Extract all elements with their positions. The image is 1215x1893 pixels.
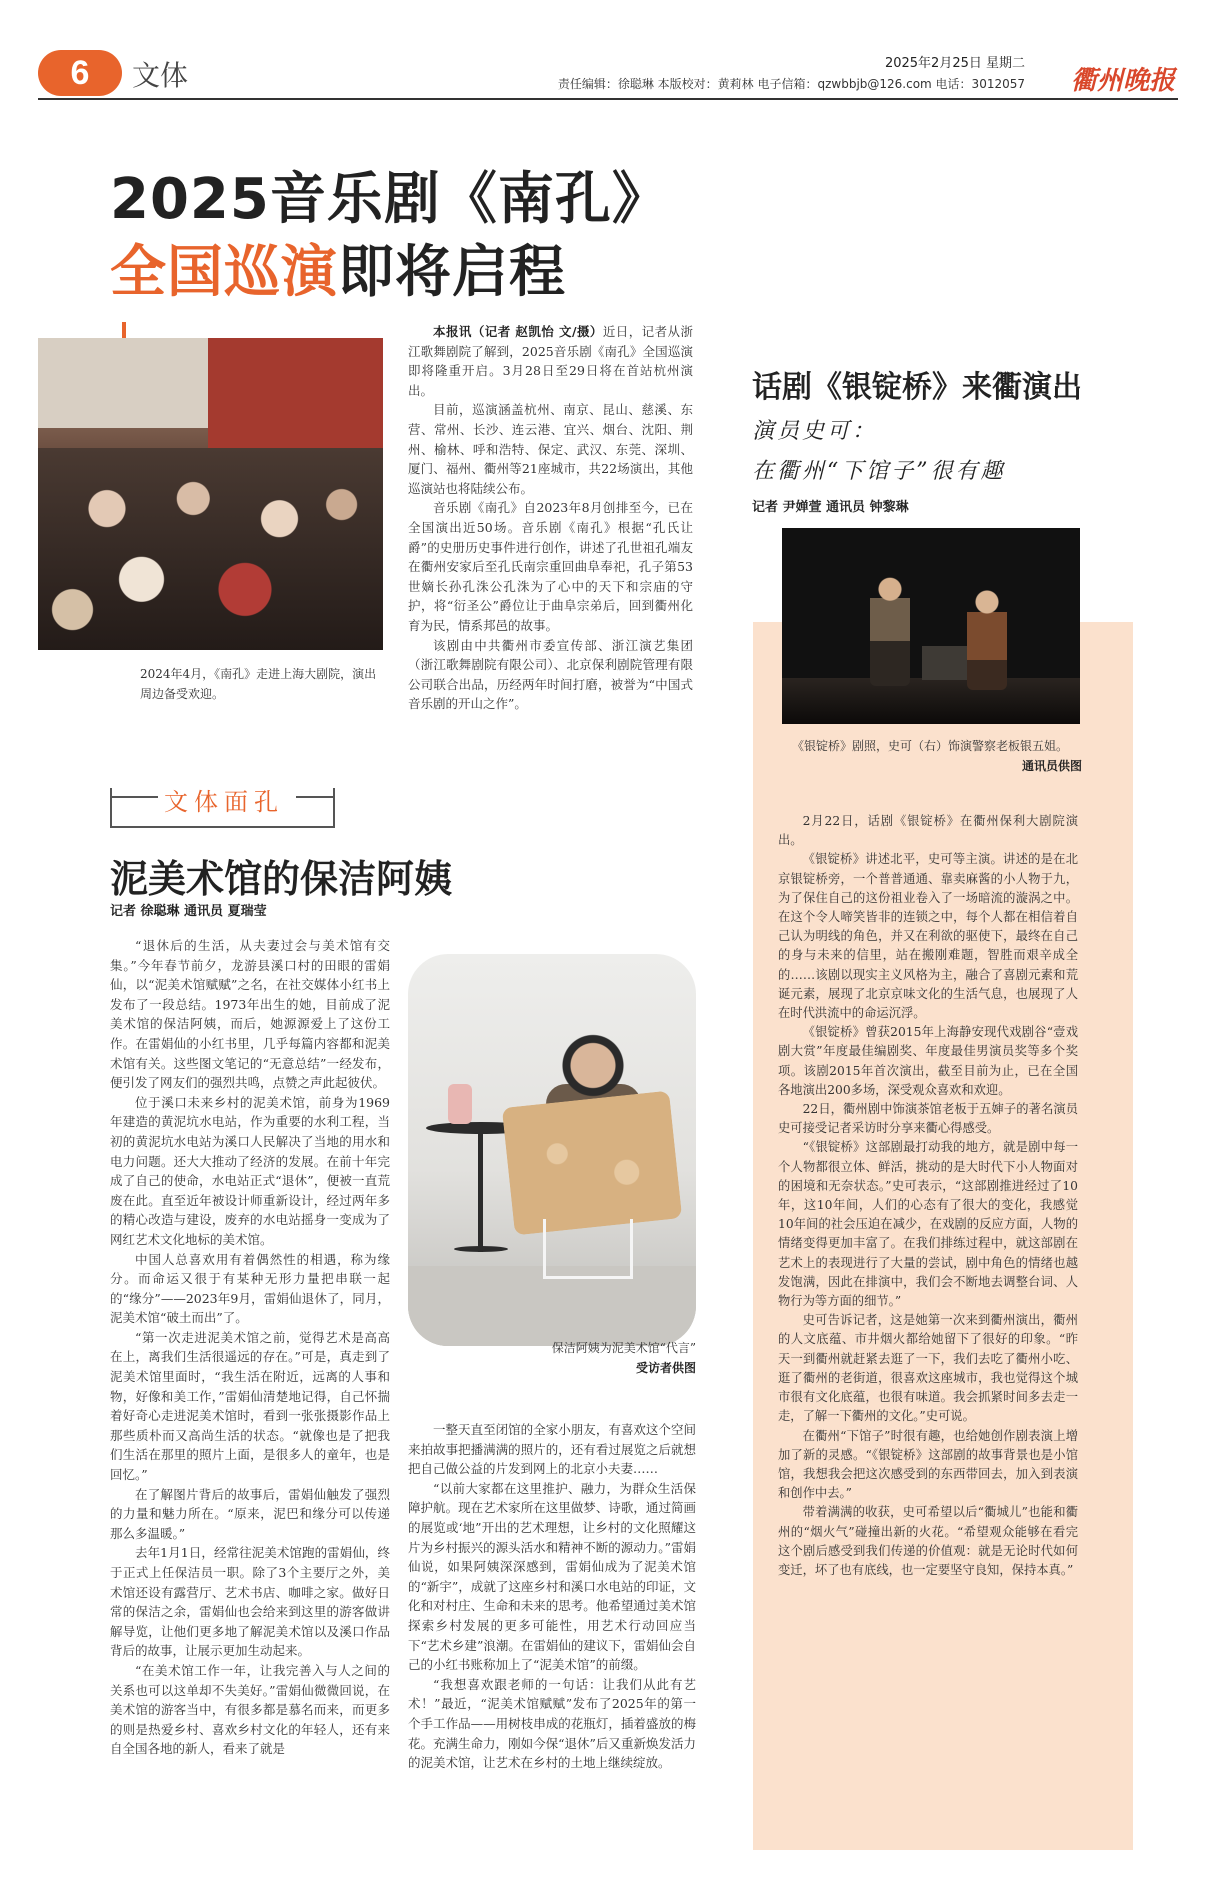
article2-paragraph: “第一次走进泥美术馆之前，觉得艺术是高高在上，离我们生活很遥远的存在。”可是，真走到了泥美术馆里面时，“我生活在附近，远离的人事和物，好像和美工作，”雷娟仙清楚地记得，自己怀揣着好奇心走进泥美术馆时，看到一张张摄影作品上那些质朴而又高尚生活的状态。“就像也是了把我们生活在那里的照片上面，是很多人的童年，也是回忆。” (110, 1329, 390, 1483)
article1-photo (38, 338, 383, 650)
article1-byline: 本报讯（记者 赵凯怡 文/摄） (433, 324, 603, 339)
article1-paragraph: 目前，巡演涵盖杭州、南京、昆山、慈溪、东营、常州、长沙、连云港、宜兴、烟台、沈阳、荆州、榆林、呼和浩特、保定、武汉、东莞、深圳、厦门、福州、衢州等21座城市，共22场演出，其他巡演站也将陆续公布。 (408, 402, 693, 496)
article3-photo (782, 528, 1080, 724)
column-banner-title: 文体面孔 (160, 782, 288, 817)
article3-photo-caption: 《银锭桥》剧照，史可（右）饰演警察老板银五姐。 (792, 739, 1069, 753)
article1-headline-line1: 2025音乐剧《南孔》 (110, 167, 669, 232)
article3-paragraph: 《银锭桥》曾获2015年上海静安现代戏剧谷“壹戏剧大赏”年度最佳编剧奖、年度最佳男演员奖等多个奖项。该剧2015年首次演出，截至目前为止，已在全国各地演出200多场，深受观众喜欢和欢迎。 (778, 1025, 1078, 1097)
article3-byline: 记者 尹婵萱 通讯员 钟黎琳 (752, 500, 909, 515)
article3-paragraph: 《银锭桥》讲述北平，史可等主演。讲述的是在北京银锭桥旁，一个普普通通、靠卖麻酱的小人物于九，为了保住自己的这份祖业卷入了一场暗流的漩涡之中。在这个令人啼笑皆非的连锁之中，每个人都在相信着自己认为明线的角色，并又在利欲的驱使下，最终在自己的身与未来的信里，站在搬刚难题，智胜而艰辛成全的……该剧以现实主义风格为主，融合了喜剧元素和荒诞元素，展现了北京京味文化的生活气息，也展现了人在时代洪流中的命运沉浮。 (778, 852, 1078, 1021)
article2-paragraph: “在美术馆工作一年，让我完善入与人之间的关系也可以这单却不失美好。”雷娟仙微微回说，在美术馆的游客当中，有很多都是慕名而来，而更多的则是热爱乡村、喜欢乡村文化的年轻人，还有来自全国各地的新人，看来了就是 (110, 1662, 390, 1757)
header-divider (38, 98, 1178, 100)
banner-line-left (110, 796, 158, 798)
article2-column2 (408, 1420, 696, 1773)
article2-paragraph: 中国人总喜欢用有着偶然性的相遇，称为缘分。而命运又很于有某种无形力量把串联一起的“缘分”——2023年9月，雷娟仙退休了，同月，泥美术馆“破土而出”了。 (110, 1251, 390, 1326)
article3-subtitle-line1: 演员史可： (752, 419, 878, 444)
article2-paragraph: 在了解图片背后的故事后，雷娟仙触发了强烈的力量和魅力所在。“原来，泥巴和缘分可以传递那么多温暖。” (110, 1486, 390, 1541)
article2-title: 泥美术馆的保洁阿姨 (110, 857, 453, 901)
issue-date: 2025年2月25日 星期二 (884, 56, 1025, 71)
article3-subtitle-line2: 在衢州“下馆子”很有趣 (752, 459, 1006, 484)
article2-paragraph: 一整天直至闭馆的全家小朋友，有喜欢这个空间来拍故事把播满满的照片的，还有看过展览之后就想把自己做公益的片发到网上的北京小夫妻…… (408, 1422, 696, 1477)
article3-paragraph: 2月22日，话剧《银锭桥》在衢州保利大剧院演出。 (778, 814, 1078, 848)
article2-byline: 记者 徐聪琳 通讯员 夏瑞莹 (110, 904, 267, 919)
article1-paragraph: 音乐剧《南孔》自2023年8月创排至今，已在全国演出近50场。音乐剧《南孔》根据“孔氏让爵”的史册历史事件进行创作，讲述了孔世祖孔端友在衢州安家后至孔氏南宗重回曲阜奉祀，孔子第53世嫡长孙孔洙公孔洙为了心中的天下和宗庙的守护，将“衍圣公”爵位让于曲阜宗弟后，回到衢州化育为民，情系邦邑的故事。 (408, 500, 693, 633)
article3-title: 话剧《银锭桥》来衢演出 (752, 370, 1082, 405)
article2-paragraph: “退休后的生活，从夫妻过会与美术馆有交集。”今年春节前夕，龙游县溪口村的田眼的雷娟仙，以“泥美术馆赋赋”之名，在社交媒体小红书上发布了一段总结。1973年出生的她，目前成了泥美术馆的保洁阿姨，而后，她源源爱上了这份工作。在雷娟仙的小红书里，几乎每篇内容都和泥美术馆有关。这些图文笔记的“无意总结”一经发布，便引发了网友们的强烈共鸣，点赞之声此起彼伏。 (110, 938, 390, 1091)
newspaper-masthead: 衢州晚报 (1070, 66, 1175, 96)
editor-credits: 责任编辑：徐聪琳 本版校对：黄莉林 电子信箱：qzwbbjb@126.com 电话：3012057 (557, 77, 1025, 91)
page-number-badge: 6 (38, 50, 122, 96)
article3-paragraph: 在衢州“下馆子”时很有趣，也给她创作剧表演上增加了新的灵感。“《银锭桥》这部剧的故事背景也是小馆馆，我想我会把这次感受到的东西带回去，加入到表演和创作中去。” (778, 1428, 1078, 1501)
article1-photo-caption: 2024年4月，《南孔》走进上海大剧院，演出周边备受欢迎。 (140, 667, 377, 701)
article1-headline-rest: 即将启程 (338, 240, 566, 305)
article2-photo-caption-block (486, 1338, 696, 1378)
banner-line-right (296, 796, 335, 798)
article2-photo (408, 954, 696, 1346)
article3-paragraph: 史可告诉记者，这是她第一次来到衢州演出，衢州的人文底蕴、市井烟火都给她留下了很好的印象。“昨天一到衢州就赶紧去逛了一下，我们去吃了衢州小吃、逛了衢州的老街道，很喜欢这座城市，我也觉得这个城市很有文化底蕴，也很有味道。我会抓紧时间多去走一走，了解一下衢州的文化。”史可说。 (778, 1313, 1078, 1424)
article3-paragraph: “《银锭桥》这部剧最打动我的地方，就是剧中每一个人物都很立体、鲜活，挑动的是大时代下小人物面对的困境和无奈状态。”史可表示，“这部剧推进经过了10年，这10年间，人们的心态有了很大的变化，我感觉10年间的社会压迫在减少，在戏剧的反应方面，人物的情绪变得更加丰富了。在我们排练过程中，就这部剧在艺术上的表现进行了大量的尝试，剧中角色的情绪也越发饱满，因此在排演中，我们会不断地去调整台词、人物行为等方面的细节。” (778, 1140, 1078, 1309)
article1-body (408, 322, 693, 714)
article3-photo-credit: 通讯员供图 (1021, 759, 1082, 773)
article1-headline-highlight: 全国巡演 (110, 240, 338, 305)
article2-paragraph: 位于溪口未来乡村的泥美术馆，前身为1969年建造的黄泥坑水电站，作为重要的水利工程，当初的黄泥坑水电站为溪口人民解决了当地的用水和电力问题。还大大推动了经济的发展。在前十年完成了自己的使命，水电站正式“退休”，便被一直荒废在此。直至近年被设计师重新设计，经过两年多的精心改造与建设，废弃的水电站摇身一变成为了网红艺术文化地标的美术馆。 (110, 1094, 390, 1247)
article2-paragraph: “我想喜欢跟老师的一句话：让我们从此有艺术！”最近，“泥美术馆赋赋”发布了2025年的第一个手工作品——用树枝串成的花瓶灯，插着盛放的梅花。充满生命力，刚如今保“退休”后又重新焕发活力的泥美术馆，让艺术在乡村的土地上继续绽放。 (408, 1676, 696, 1771)
article2-photo-credit: 受访者供图 (635, 1361, 696, 1375)
section-name: 文体 (132, 59, 189, 92)
article2-paragraph: “以前大家都在这里推护、融力，为群众生活保障护航。现在艺术家所在这里做梦、诗歌，通过简画的展览或‘地”开出的艺术理想，让乡村的文化照耀这片为乡村振兴的源头活水和精神不断的源动力。”雷娟仙说，如果阿姨深深感到，雷娟仙成为了泥美术馆的“新宇”，成就了这座乡村和溪口水电站的印证，文化和对村庄、生命和未来的思考。他希望通过美术馆探索乡村发展的更多可能性，用艺术行动回应当下“艺术乡建”浪潮。在雷娟仙的建议下，雷娟仙会自己的小红书账称加上了“泥美术馆”的前缀。 (408, 1480, 696, 1673)
article2-photo-caption: 保洁阿姨为泥美术馆“代言” (551, 1341, 696, 1355)
article3-paragraph: 22日，衢州剧中饰演茶馆老板于五婶子的著名演员史可接受记者采访时分享来衢心得感受。 (778, 1102, 1078, 1136)
article3-photo-caption-block (792, 736, 1082, 776)
article1-paragraph: 本报讯（记者 赵凯怡 文/摄）近日，记者从浙江歌舞剧院了解到，2025音乐剧《南孔》全国巡演即将隆重开启。3月28日至29日将在首站杭州演出。 (408, 324, 693, 398)
article1-paragraph: 该剧由中共衢州市委宣传部、浙江演艺集团（浙江歌舞剧院有限公司）、北京保利剧院管理有限公司联合出品，历经两年时间打磨，被誉为“中国式音乐剧的开山之作”。 (408, 637, 693, 712)
article2-column1 (110, 936, 390, 1759)
article1-headline-line2 (110, 228, 566, 308)
article2-paragraph: 去年1月1日，经常往泥美术馆跑的雷娟仙，终于正式上任保洁员一职。除了3个主要厅之外，美术馆还设有露营厅、艺术书店、咖啡之家。做好日常的保洁之余，雷娟仙也会给来到这里的游客做讲解导览，让他们更多地了解泥美术馆以及溪口作品背后的故事，让展示更加生动起来。 (110, 1545, 390, 1659)
article3-body (778, 812, 1078, 1580)
article3-paragraph: 带着满满的收获，史可希望以后“衢城儿”也能和衢州的“烟火气”碰撞出新的火花。“希望观众能够在看完这个剧后感受到我们传递的价值观：就是无论时代如何变迁，坏了也有底线，也一定要坚守良知，保持本真。” (778, 1505, 1078, 1577)
